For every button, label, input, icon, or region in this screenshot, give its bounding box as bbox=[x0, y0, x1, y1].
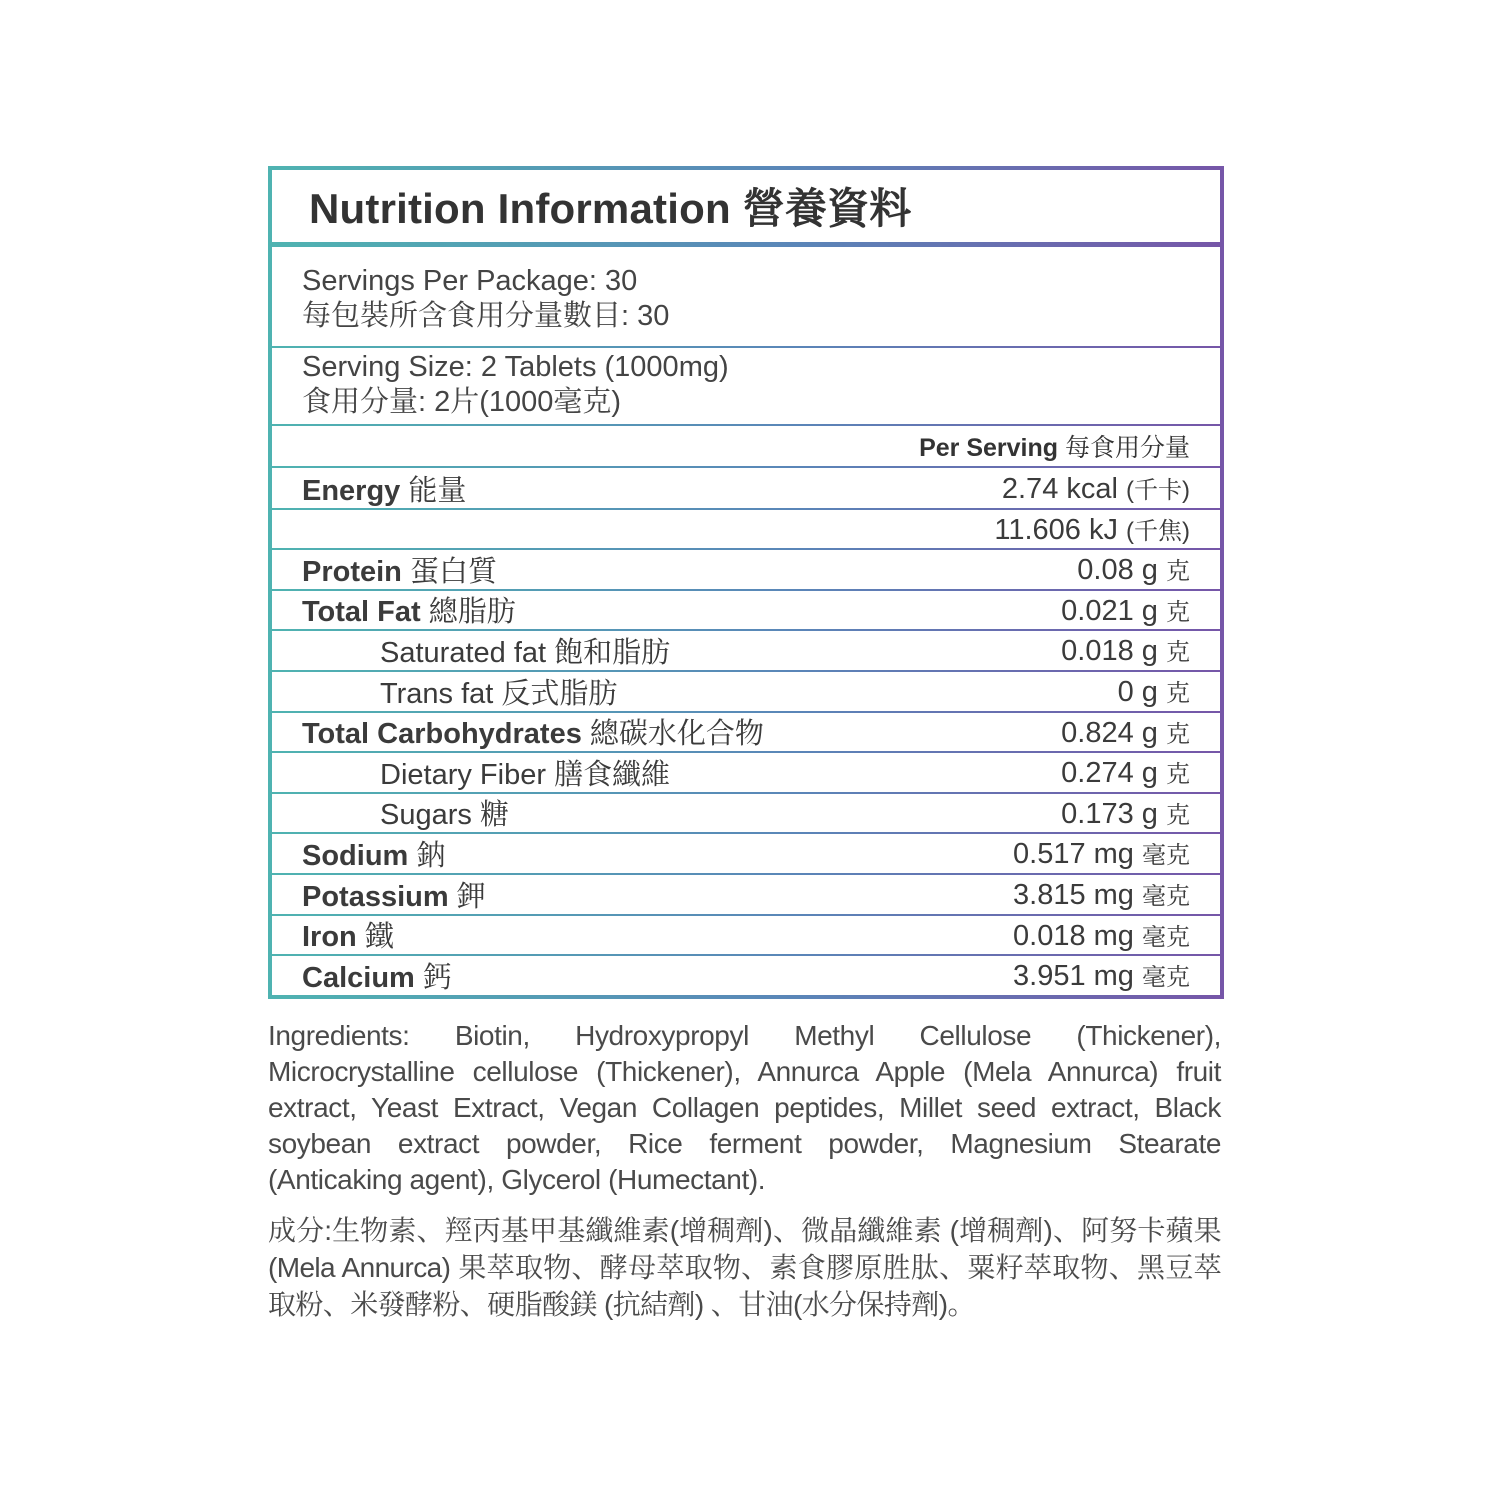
ingredients-en: Ingredients: Biotin, Hydroxypropyl Methyl Cellulose (Thickener), Microcrystalline cellulose (Thickener), Annurca Apple (Mela Annurca) fruit extract, Yeast Extract, Vegan Collagen peptides, Millet seed extract, Black soybean extract powder, Rice ferment powder, Magnesium Stearate (Anticaking agent), Glycerol (Humectant). bbox=[268, 1020, 1221, 1195]
nutrient-amount: 0.018 g bbox=[1061, 635, 1158, 668]
nutrient-label-cn: 糖 bbox=[479, 799, 509, 832]
nutrient-value bbox=[1061, 795, 1190, 831]
serving-size-cn: 食用分量: 2片(1000毫克) bbox=[302, 386, 622, 418]
nutrient-amount: 0.824 g bbox=[1061, 716, 1158, 749]
nutrient-label-cn: 總碳水化合物 bbox=[589, 718, 764, 751]
nutrient-row bbox=[272, 752, 1220, 792]
nutrient-value bbox=[1061, 714, 1190, 750]
nutrient-unit-cn: 毫克 bbox=[1142, 964, 1190, 992]
nutrient-amount: 11.606 kJ bbox=[994, 513, 1118, 546]
nutrient-label bbox=[302, 914, 394, 955]
nutrient-unit-cn: 毫克 bbox=[1142, 923, 1190, 951]
row-divider bbox=[272, 346, 1220, 348]
nutrient-unit-cn: 克 bbox=[1166, 639, 1190, 667]
nutrient-label-en: Saturated fat bbox=[380, 636, 547, 669]
nutrient-label-en: Potassium bbox=[302, 880, 449, 913]
nutrient-row bbox=[272, 630, 1220, 670]
nutrient-row bbox=[272, 793, 1220, 833]
servings-per-package bbox=[302, 264, 669, 334]
nutrient-value bbox=[1013, 917, 1190, 953]
nutrient-amount: 0.021 g bbox=[1061, 594, 1158, 627]
nutrient-value bbox=[1013, 957, 1190, 993]
nutrient-value bbox=[1013, 876, 1190, 912]
nutrient-row bbox=[272, 955, 1220, 995]
nutrient-unit-cn: 克 bbox=[1166, 720, 1190, 748]
nutrient-label-en: Total Carbohydrates bbox=[302, 718, 582, 751]
nutrient-label bbox=[302, 711, 764, 752]
nutrient-amount: 0 g bbox=[1117, 676, 1158, 708]
nutrient-label bbox=[380, 671, 617, 712]
nutrient-value bbox=[1118, 673, 1190, 709]
per-serving-header bbox=[272, 426, 1220, 466]
servings-per-package-cn: 每包裝所含食用分量數目: 30 bbox=[302, 300, 670, 332]
nutrient-label-cn: 能量 bbox=[408, 474, 467, 507]
nutrient-label-en: Protein bbox=[302, 555, 402, 588]
servings-per-package-en: Servings Per Package: 30 bbox=[302, 265, 638, 297]
nutrient-label-en: Dietary Fiber bbox=[380, 758, 546, 791]
nutrient-row bbox=[272, 549, 1220, 589]
nutrient-label-en: Sodium bbox=[302, 839, 409, 872]
nutrient-unit-cn: 克 bbox=[1166, 598, 1190, 626]
nutrient-amount: 0.517 mg bbox=[1013, 838, 1134, 871]
nutrient-value bbox=[994, 511, 1190, 547]
per-serving-label: Per Serving 每食用分量 bbox=[919, 434, 1190, 462]
nutrient-label-en: Energy bbox=[302, 474, 401, 507]
nutrient-amount: 0.018 mg bbox=[1013, 919, 1134, 952]
nutrient-amount: 2.74 kcal bbox=[1001, 473, 1118, 505]
nutrient-unit-cn: 克 bbox=[1166, 558, 1190, 586]
nutrient-row bbox=[272, 509, 1220, 549]
ingredients-cn: 成分:生物素、羥丙基甲基纖維素(增稠劑)、微晶纖維素 (增稠劑)、阿努卡蘋果 (Mela Annurca) 果萃取物、酵母萃取物、素食膠原胜肽、粟籽萃取物、黑豆萃取粉、米發酵粉、硬脂酸鎂 (抗結劑) 、甘油(水分保持劑)。 bbox=[268, 1215, 1221, 1320]
nutrient-unit-cn: 克 bbox=[1166, 680, 1190, 707]
nutrient-value bbox=[1002, 470, 1190, 506]
nutrient-label bbox=[380, 630, 670, 671]
nutrient-label bbox=[302, 874, 486, 915]
nutrient-row bbox=[272, 915, 1220, 955]
nutrient-value bbox=[1077, 551, 1190, 587]
nutrient-label bbox=[302, 549, 497, 590]
nutrient-label bbox=[380, 792, 509, 833]
nutrient-value bbox=[1061, 592, 1190, 628]
nutrient-unit-cn: 克 bbox=[1166, 761, 1190, 789]
nutrient-unit-cn: 毫克 bbox=[1142, 883, 1190, 910]
nutrient-label bbox=[302, 589, 516, 630]
panel-title: Nutrition Information 營養資料 bbox=[309, 185, 912, 232]
nutrient-row bbox=[272, 874, 1220, 914]
nutrient-label bbox=[302, 955, 452, 996]
nutrient-label-en: Trans fat bbox=[380, 677, 494, 710]
title-divider bbox=[272, 242, 1220, 247]
nutrient-row bbox=[272, 833, 1220, 873]
nutrition-panel-body bbox=[272, 170, 1220, 995]
nutrient-label-cn: 反式脂肪 bbox=[501, 677, 618, 710]
nutrient-amount: 3.815 mg bbox=[1013, 879, 1134, 911]
nutrient-label-en: Sugars bbox=[380, 799, 472, 832]
nutrient-unit-cn: 毫克 bbox=[1142, 842, 1190, 870]
serving-size-en: Serving Size: 2 Tablets (1000mg) bbox=[302, 351, 729, 383]
nutrient-row bbox=[272, 712, 1220, 752]
nutrient-label bbox=[380, 752, 670, 793]
nutrient-row bbox=[272, 671, 1220, 711]
nutrient-label-cn: 飽和脂肪 bbox=[554, 636, 671, 669]
nutrition-panel bbox=[268, 166, 1224, 999]
nutrient-amount: 0.08 g bbox=[1077, 554, 1158, 587]
nutrient-value bbox=[1061, 632, 1190, 668]
nutrient-label-cn: 鈣 bbox=[422, 961, 452, 994]
nutrient-label bbox=[302, 833, 445, 874]
nutrient-label-cn: 總脂肪 bbox=[428, 596, 516, 629]
nutrient-unit-cn: (千焦) bbox=[1126, 517, 1190, 545]
nutrient-label-cn: 膳食纖維 bbox=[554, 758, 671, 791]
nutrient-value bbox=[1061, 754, 1190, 790]
nutrient-label-en: Total Fat bbox=[302, 596, 421, 629]
nutrient-amount: 0.274 g bbox=[1061, 757, 1158, 790]
nutrient-label-cn: 鈉 bbox=[416, 839, 446, 872]
nutrient-value bbox=[1013, 835, 1190, 871]
nutrient-label-en: Iron bbox=[302, 921, 357, 954]
nutrient-label bbox=[302, 468, 466, 509]
nutrient-amount: 0.173 g bbox=[1061, 797, 1158, 830]
nutrient-row bbox=[272, 590, 1220, 630]
nutrient-label-cn: 蛋白質 bbox=[409, 555, 497, 588]
nutrient-label-cn: 鉀 bbox=[456, 880, 486, 913]
nutrient-label-en: Calcium bbox=[302, 961, 415, 994]
nutrient-unit-cn: 克 bbox=[1166, 801, 1190, 829]
nutrient-unit-cn: (千卡) bbox=[1126, 477, 1190, 504]
serving-size bbox=[302, 350, 729, 420]
nutrient-amount: 3.951 mg bbox=[1013, 960, 1134, 993]
nutrient-label-cn: 鐵 bbox=[364, 921, 394, 954]
nutrient-row bbox=[272, 468, 1220, 508]
